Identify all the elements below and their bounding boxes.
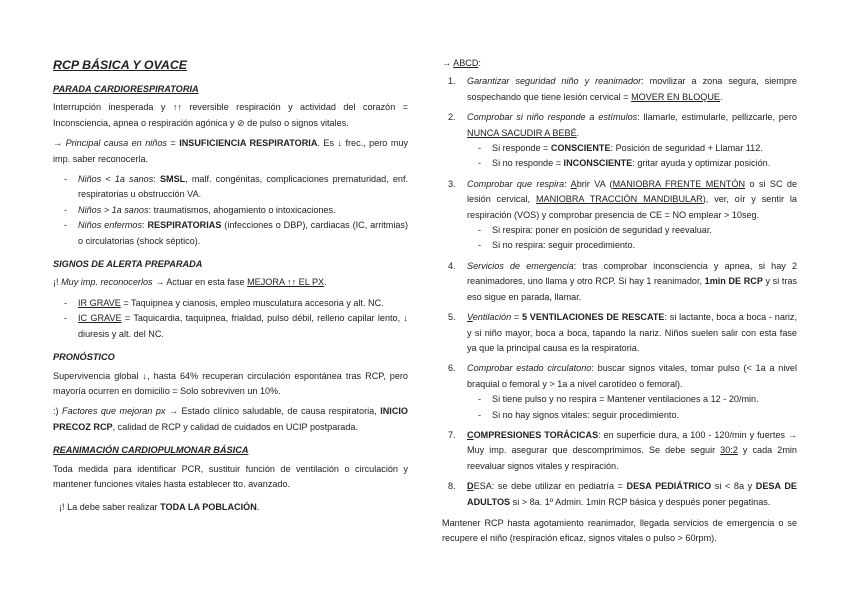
section-alerta-title: SIGNOS DE ALERTA PREPARADA <box>53 259 203 270</box>
step-label: Comprobar si niño responde a estímulos <box>467 112 638 123</box>
factores-bold: INICIO PRECOZ RCP <box>53 406 408 432</box>
causa-paragraph <box>53 136 408 167</box>
cause-rest: (infecciones o DBP), cardiacas (IC, arritmias) o circulatorias (shock séptico). <box>78 220 409 246</box>
alerta-label: Muy imp. reconocerlos <box>61 277 153 288</box>
step-item <box>448 361 797 423</box>
step-text: : buscar signos vitales, tomar pulso (< 1a a nivel braquial o femoral y > 1a a nivel carotídeo o femoral). <box>467 363 797 389</box>
step-text: ), ver, oír y sentir la respiración (VOS) y comprobar presencia de CE = NO emplear > 10seg. <box>467 194 797 220</box>
note-bold: TODA LA POBLACIÓN <box>160 502 257 513</box>
cause-label: Niños > 1a sanos <box>78 204 149 215</box>
abcd-heading <box>442 56 797 71</box>
step-bold: 5 VENTILACIONES DE RESCATE <box>522 312 665 323</box>
step-initial: V <box>467 312 473 323</box>
abcd-label: ABCD <box>453 58 479 68</box>
cause-label: Niños enfermos <box>78 220 143 231</box>
factores-mid: → Estado clínico saludable, de causa respiratoria, <box>165 406 381 417</box>
cause-sep: : <box>142 220 148 231</box>
step-text: ESA: se debe utilizar en pediatría = <box>473 481 627 492</box>
list-item <box>78 296 408 311</box>
sub-text: Si no responde = <box>492 158 564 169</box>
factores-rest: , calidad de RCP y calidad de cuidados en UCIP postparada. <box>112 421 358 432</box>
step-label: Comprobar que respira <box>467 178 565 189</box>
causa-label: Principal causa en niños <box>65 138 167 149</box>
note-prefix: ¡! La debe saber realizar <box>59 502 161 513</box>
step-end: . <box>720 91 723 102</box>
step-colon: : <box>564 178 571 189</box>
sub-bold: INCONSCIENTE <box>563 158 633 169</box>
step-text: : movilizar a zona segura, siempre sospechando que tiene lesión cervical = <box>467 76 797 102</box>
reanimacion-note <box>53 500 408 515</box>
alerta-item-text: = Taquipnea y cianosis, empleo musculatura accesoria y alt. NC. <box>120 297 384 308</box>
step-underline: MANIOBRA TRACCIÓN MANDIBULAR <box>535 194 703 205</box>
step-text: y si tras eso sigue en parada, llamar. <box>467 276 797 302</box>
step-item <box>448 177 798 254</box>
step-text: si < 8a y <box>711 481 756 492</box>
step-item <box>448 259 798 305</box>
alerta-item-text: = Taquicardia, taquipnea, frialdad, pulso débil, relleno capilar lento, ↓ diuresis y alt. del NC. <box>78 313 408 339</box>
alerta-item-term: IR GRAVE <box>78 297 121 308</box>
step-label: entilación <box>472 312 512 323</box>
factores-paragraph <box>53 404 408 435</box>
step-text: si > 8a. 1º Admin. 1min RCP básica y después poner pegatinas. <box>510 496 771 507</box>
step-text: : si lactante, boca a boca - nariz, y si niño mayor, boca a boca, tapando la nariz. Niños suelen salir con esta fase ya que la principal causa es la respiratoria. <box>467 312 797 353</box>
alerta-end: . <box>324 277 327 288</box>
step-item <box>448 428 797 474</box>
page-title: RCP BÁSICA Y OVACE <box>53 58 188 72</box>
step-number: 4. <box>448 260 456 271</box>
sub-text: : Posición de seguridad + Llamar 112. <box>610 143 763 154</box>
steps-list <box>442 74 797 510</box>
step-item <box>448 110 797 172</box>
left-column <box>53 56 408 521</box>
step-bold: OMPRESIONES TORÁCICAS <box>473 429 599 440</box>
abcd-arrow: → <box>442 58 454 68</box>
list-item <box>78 172 408 203</box>
step-text: y cada 2min reevaluar signos vitales y respiración. <box>467 445 797 471</box>
step-end: . <box>576 127 580 138</box>
sub-text: : gritar ayuda y optimizar posición. <box>632 158 771 169</box>
list-item <box>492 156 797 171</box>
cause-bold: RESPIRATORIAS <box>147 220 222 231</box>
step-underline: 30:2 <box>720 445 738 456</box>
step-number: 6. <box>448 363 456 374</box>
step-underline: MOVER EN BLOQUE <box>631 91 720 102</box>
step-text: : llamarle, estimularle, pellizcarle, pero <box>637 112 797 123</box>
factores-label: Factores que mejoran px <box>62 406 166 417</box>
alerta-mid: → Actuar en esta fase <box>152 277 248 288</box>
factores-prefix: :) <box>53 406 63 417</box>
step-number: 2. <box>448 112 456 123</box>
step-text: o si SC de lesión cervical, <box>467 178 798 205</box>
step-initial: D <box>467 481 474 492</box>
step-underline: A <box>570 178 577 189</box>
step-item <box>448 479 797 510</box>
step-number: 1. <box>448 76 456 87</box>
step-item <box>448 310 797 356</box>
alerta-item-term: IC GRAVE <box>78 313 122 324</box>
list-item <box>492 141 797 156</box>
abcd-end: : <box>478 58 481 68</box>
section-pronostico-title: PRONÓSTICO <box>53 352 115 363</box>
causa-rest: . Es ↓ frec., pero muy imp. saber reconocerla. <box>53 138 408 164</box>
causa-arrow: → <box>53 138 66 149</box>
cause-rest: traumatismos, ahogamiento o intoxicaciones. <box>153 204 336 215</box>
final-paragraph: Mantener RCP hasta agotamiento reanimador, llegada servicios de emergencia o se recupere el niño (respiración eficaz, signos vitales o pulso > 60rpm). <box>442 517 797 544</box>
step-number: 7. <box>448 429 456 440</box>
causes-list <box>53 172 408 249</box>
sub-text: Si responde = <box>492 143 551 154</box>
list-item: - Si respira: poner en posición de seguridad y reevaluar. <box>492 223 797 238</box>
step-item <box>448 74 797 105</box>
step-bold: DESA DE ADULTOS <box>467 481 797 507</box>
sub-bold: CONSCIENTE <box>550 143 611 154</box>
alerta-paragraph <box>53 275 408 290</box>
step-label: Garantizar seguridad niño y reanimador <box>467 76 642 87</box>
causa-bold: INSUFICIENCIA RESPIRATORIA <box>179 138 318 149</box>
alerta-prefix: ¡! <box>53 277 62 288</box>
step-bold: DESA PEDIÁTRICO <box>626 481 712 492</box>
sub-list <box>467 223 797 254</box>
list-item: - Si no respira: seguir procedimiento. <box>492 238 797 253</box>
right-column <box>442 56 797 552</box>
reanimacion-paragraph: Toda medida para identificar PCR, sustituir función de ventilación o circulación y mantener funciones vitales hasta establecer tto. avanzado. <box>53 463 408 489</box>
step-label: Comprobar estado circulatorio <box>467 363 592 374</box>
step-underline: MANIOBRA FRENTE MENTÓN <box>612 178 746 189</box>
step-initial: C <box>467 429 474 440</box>
pronostico-paragraph: Supervivencia global ↓, hasta 64% recuperan circulación espontánea tras RCP, pero mayoría ocurren en domicilio = Solo sobreviven un 10%. <box>53 370 408 396</box>
cause-bold: SMSL <box>159 174 186 185</box>
cause-sep: : <box>148 204 154 215</box>
section-reanimacion-title: REANIMACIÓN CARDIOPULMONAR BÁSICA <box>53 445 249 456</box>
list-item <box>78 203 408 218</box>
list-item <box>78 311 408 342</box>
step-number: 5. <box>448 312 456 323</box>
sub-list <box>467 392 797 423</box>
alerta-list <box>53 296 408 342</box>
step-number: 3. <box>448 178 456 189</box>
parada-paragraph: Interrupción inesperada y ↑↑ reversible respiración y actividad del corazón = Inconsciencia, apnea o respiración agónica y ⊘ de pulso o signos vitales. <box>53 102 408 128</box>
causa-eq: = <box>166 138 180 149</box>
sub-list <box>467 141 797 172</box>
list-item: - Si tiene pulso y no respira = Mantener ventilaciones a 12 - 20/min. <box>492 392 797 407</box>
list-item: - Si no hay signos vitales: seguir procedimiento. <box>492 408 797 423</box>
step-eq: = <box>511 312 522 323</box>
cause-sep: : <box>153 174 160 185</box>
step-label: Servicios de emergencia <box>467 260 574 271</box>
step-text: : tras comprobar inconsciencia y apnea, si hay 2 reanimadores, uno llama y otro RCP. Si hay 1 reanimador, <box>467 260 798 287</box>
step-number: 8. <box>448 481 456 492</box>
step-text: brir VA ( <box>576 178 613 189</box>
list-item <box>78 218 408 249</box>
step-text: : en superficie dura, a 100 - 120/min y fuertes → Muy imp. asegurar que descomprimimos. Se debe seguir <box>467 429 797 456</box>
section-parada-title: PARADA CARDIORESPIRATORIA <box>53 84 199 94</box>
step-underline: NUNCA SACUDIR A BEBÉ <box>467 127 577 138</box>
note-end: . <box>256 502 260 513</box>
step-bold: 1min DE RCP <box>704 276 763 287</box>
cause-label: Niños < 1a sanos <box>78 174 154 185</box>
alerta-underline: MEJORA ↑↑ EL PX <box>247 277 325 288</box>
cause-rest: , malf. congénitas, complicaciones prematuridad, enf. respiratorias u obstrucción VA. <box>78 174 408 200</box>
